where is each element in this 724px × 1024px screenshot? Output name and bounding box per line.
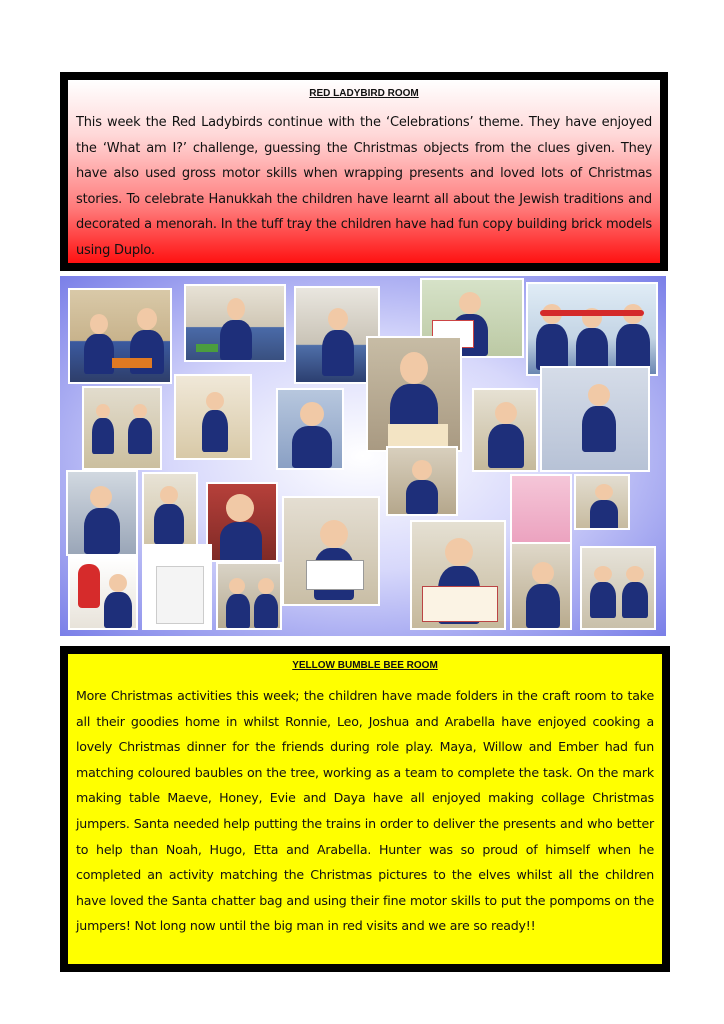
photo-collage	[60, 276, 666, 636]
collage-photo	[282, 496, 380, 606]
collage-photo	[174, 374, 252, 460]
red-ladybird-room-text: This week the Red Ladybirds continue with the ‘Celebrations’ theme. They have enjoyed the ‘What am I?’ challenge, guessing the Christmas objects from the clues given. They have also used gross motor skills when wrapping presents and loved lots of Christmas stories. To celebrate Hanukkah the children have learnt all about the Jewish traditions and decorated a menorah. In the tuff tray the children have had fun copy building brick models using Duplo.	[76, 115, 652, 258]
collage-photo	[386, 446, 458, 516]
collage-photo	[206, 482, 278, 562]
yellow-bumble-bee-room-text: More Christmas activities this week; the children have made folders in the craft room to take all their goodies home in whilst Ronnie, Leo, Joshua and Arabella have enjoyed cooking a lovely Christmas dinner for the friends during role play. Maya, Willow and Ember had fun matching coloured baubles on the tree, working as a team to complete the task. On the mark making table Maeve, Honey, Evie and Daya have all enjoyed making collage Christmas jumpers. Santa needed help putting the trains in order to deliver the presents and who better to help than Noah, Hugo, Etta and Arabella. Hunter was so proud of himself when he completed an activity matching the Christmas pictures to the elves whilst all the children have loved the Santa chatter bag and using their fine motor skills to put the pompoms on the jumpers! Not long now until the big man in red visits and we are so ready!!	[76, 688, 654, 934]
collage-photo	[510, 542, 572, 630]
yellow-bumble-bee-room-title: YELLOW BUMBLE BEE ROOM	[292, 660, 438, 671]
red-ladybird-room-title: RED LADYBIRD ROOM	[309, 88, 419, 99]
red-ladybird-room-panel	[60, 72, 668, 271]
yellow-bumble-bee-room-panel	[60, 646, 670, 972]
collage-photo	[142, 544, 212, 630]
collage-photo	[68, 556, 138, 630]
collage-photo	[184, 284, 286, 362]
collage-photo	[472, 388, 538, 472]
collage-photo	[540, 366, 650, 472]
collage-photo	[574, 474, 630, 530]
collage-photo	[276, 388, 344, 470]
collage-photo	[366, 336, 462, 452]
collage-photo	[410, 520, 506, 630]
collage-photo	[580, 546, 656, 630]
collage-photo	[216, 562, 282, 630]
collage-photo	[82, 386, 162, 470]
collage-photo	[68, 288, 172, 384]
collage-photo	[526, 282, 658, 376]
collage-photo	[142, 472, 198, 550]
collage-photo	[66, 470, 138, 556]
